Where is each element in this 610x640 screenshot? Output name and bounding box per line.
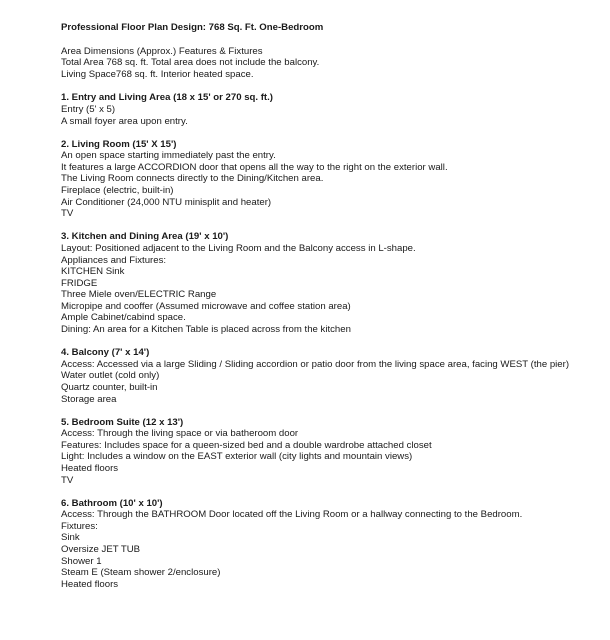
section-line: Storage area xyxy=(61,393,117,405)
section-line: Fireplace (electric, built-in) xyxy=(61,185,174,197)
section-4 xyxy=(61,347,601,405)
intro-line: Total Area 768 sq. ft. Total area does not include the balcony. xyxy=(61,57,320,69)
document-title: Professional Floor Plan Design: 768 Sq. Ft. One-Bedroom xyxy=(61,22,324,33)
section-line: Quartz counter, built-in xyxy=(61,381,158,393)
section-line: FRIDGE xyxy=(61,277,98,289)
section-heading: 4. Balcony (7' x 14') xyxy=(61,347,150,359)
section-heading: 6. Bathroom (10' x 10') xyxy=(61,497,163,509)
section-line: Steam E (Steam shower 2/enclosure) xyxy=(61,567,221,579)
section-line: Appliances and Fixtures: xyxy=(61,254,167,266)
section-line: TV xyxy=(61,474,74,486)
section-line: An open space starting immediately past the entry. xyxy=(61,150,276,162)
section-1 xyxy=(61,92,601,127)
section-line: Access: Through the BATHROOM Door located off the Living Room or a hallway connecting to the Bedroom. xyxy=(61,509,523,521)
section-heading: 5. Bedroom Suite (12 x 13') xyxy=(61,416,184,428)
section-line: Dining: An area for a Kitchen Table is placed across from the kitchen xyxy=(61,324,351,336)
section-line: Access: Through the living space or via batheroom door xyxy=(61,428,299,440)
section-line: TV xyxy=(61,208,74,220)
section-line: Air Conditioner (24,000 NTU minisplit and heater) xyxy=(61,196,272,208)
section-heading: 3. Kitchen and Dining Area (19' x 10') xyxy=(61,231,229,243)
section-line: Entry (5' x 5) xyxy=(61,103,116,115)
section-line: Sink xyxy=(61,532,80,544)
section-2 xyxy=(61,139,601,220)
intro-block xyxy=(61,46,601,81)
section-6 xyxy=(61,498,601,591)
section-line: Oversize JET TUB xyxy=(61,544,141,556)
section-heading: 2. Living Room (15' X 15') xyxy=(61,138,177,150)
section-line: Heated floors xyxy=(61,578,119,590)
section-line: Heated floors xyxy=(61,463,119,474)
section-line: Light: Includes a window on the EAST exterior wall (city lights and mountain views) xyxy=(61,451,413,463)
sections-container xyxy=(61,92,601,590)
intro-line: Area Dimensions (Approx.) Features & Fixtures xyxy=(61,45,263,57)
intro-line: Living Space768 sq. ft. Interior heated space. xyxy=(61,68,254,80)
section-line: A small foyer area upon entry. xyxy=(61,115,188,127)
section-line: Three Miele oven/ELECTRIC Range xyxy=(61,289,217,301)
section-line: KITCHEN Sink xyxy=(61,266,125,278)
section-line: Features: Includes space for a queen-sized bed and a double wardrobe attached closet xyxy=(61,439,432,451)
section-3 xyxy=(61,231,601,335)
section-line: Fixtures: xyxy=(61,520,98,532)
section-heading: 1. Entry and Living Area (18 x 15' or 270 sq. ft.) xyxy=(61,92,273,104)
section-line: Layout: Positioned adjacent to the Living Room and the Balcony access in L-shape. xyxy=(61,242,416,254)
section-5 xyxy=(61,417,601,487)
section-line: Ample Cabinet/cabind space. xyxy=(61,312,186,324)
section-line: It features a large ACCORDION door that opens all the way to the right on the exterior wall. xyxy=(61,161,448,173)
section-line: Access: Accessed via a large Sliding / Sliding accordion or patio door from the living space area, facing WEST (the pier) xyxy=(61,358,570,370)
section-line: Micropipe and cooffer (Assumed microwave and coffee station area) xyxy=(61,300,351,312)
section-line: Water outlet (cold only) xyxy=(61,370,160,382)
document-body xyxy=(61,22,601,602)
section-line: The Living Room connects directly to the Dining/Kitchen area. xyxy=(61,173,324,185)
section-line: Shower 1 xyxy=(61,555,102,567)
